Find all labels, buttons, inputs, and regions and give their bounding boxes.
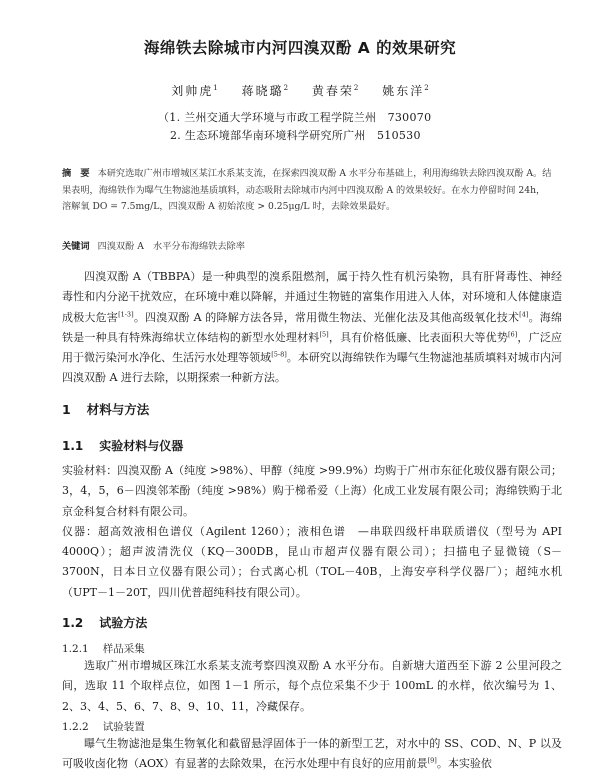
affiliation-1: （1. 兰州交通大学环境与市政工程学院兰州 730070 xyxy=(158,111,432,124)
introduction xyxy=(62,267,562,389)
subsection-heading: 1.2 试验方法 xyxy=(62,616,148,630)
device-paragraph: 曝气生物滤池是集生物氧化和截留悬浮固体于一体的新型工艺，对水中的 SS、COD、N、P 以及可吸收卤化物（AOX）有显著的去除效果，在污水处理中有良好的应用前景[9]。本实验依 xyxy=(62,737,562,771)
author-line xyxy=(0,82,600,99)
author: 蒋晓璐$^2$ xyxy=(241,84,289,98)
materials-paragraph: 实验材料：四溴双酚 A（纯度 >98%）、甲醇（纯度 >99.9%）均购于广州市东征化玻仪器有限公司；3，4，5，6－四溴邻苯酚（纯度 >98%）购于梯希爱（上海）化成工业发展有限公司；海绵铁购于北京金科复合材料有限公司。 xyxy=(62,464,562,518)
abstract xyxy=(62,166,552,216)
keywords xyxy=(62,239,552,255)
affiliation-2: 2. 生态环境部华南环境科学研究所广州 510530 xyxy=(170,129,421,142)
citation: [9] xyxy=(427,756,437,765)
intro-paragraph: 四溴双酚 A（TBBPA）是一种典型的溴系阻燃剂，属于持久性有机污染物，具有肝肾毒性、神经毒性和内分泌干扰效应，在环境中难以降解，并通过生物链的富集作用进入人体，对环境和人体健康造成极大危害[1-3]。四溴双酚 A 的降解方法各异，常用微生物法、光催化法及其他高级氧化技术[4]。海绵铁是一种具有特殊海绵状立体结构的新型水处理材料[5]，具有价格低廉、比表面积大等优势[6]，广泛应用于微污染河水净化、生活污水处理等领域[5-8]。本研究以海绵铁作为曝气生物滤池基质填料对城市内河四溴双酚 A 进行去除，以期探索一种新方法。 xyxy=(62,270,563,385)
citation: [5] xyxy=(319,330,329,339)
abstract-text: 本研究选取广州市增城区某江水系某支流，在探索四溴双酚 A 水平分布基础上，利用海绵铁去除四溴双酚 A。结果表明，海绵铁作为曝气生物滤池基质填料，动态吸附去除城市内河中四溴双酚 A 的效果较好。在水力停留时间 24h，溶解氧 DO = 7.5mg/L，四溴双酚 A 初始浓度 > 0.25μg/L 时，去除效果最好。 xyxy=(62,168,552,212)
keywords-text: 四溴双酚 A 水平分布海绵铁去除率 xyxy=(97,241,245,252)
abstract-label: 摘 要 xyxy=(62,168,90,179)
citation: [5-8] xyxy=(271,350,287,359)
sampling-paragraph: 选取广州市增城区珠江水系某支流考察四溴双酚 A 水平分布。自新塘大道西至下游 2 公里河段之间，选取 11 个取样点位，如图 1－1 所示，每个点位采集不少于 100mL 的水样，依次编号为 1、2、3、4、5、6、7、8、9、10、11，冷藏保存。 xyxy=(62,659,562,713)
citation: [6] xyxy=(508,330,518,339)
subsubsection-heading: 1.2.1 样品采集 xyxy=(62,643,145,655)
author: 黄春荣$^2$ xyxy=(311,84,359,98)
citation: [1-3] xyxy=(118,309,134,318)
paper-title: 海绵铁去除城市内河四溴双酚 A 的效果研究 xyxy=(143,39,457,57)
author: 姚东洋$^2$ xyxy=(382,84,429,98)
instruments-paragraph: 仪器：超高效液相色谱仪（Agilent 1260）；液相色谱 —串联四级杆串联质谱仪（型号为 API 4000Q）；超声波清洗仪（KQ－300DB，昆山市超声仪器有限公司）；扫描电子显微镜（S－3700N，日本日立仪器有限公司）；台式离心机（TOL－40B，上海安亭科学仪器厂）；超纯水机（UPT－1－20T，四川优普超纯科技有限公司）。 xyxy=(62,524,562,599)
section-heading: 1 材料与方法 xyxy=(62,402,150,417)
materials-block xyxy=(62,461,562,603)
citation: [4] xyxy=(519,309,529,318)
subsection-heading: 1.1 实验材料与仪器 xyxy=(62,439,184,453)
author: 刘帅虎$^1$ xyxy=(171,84,218,98)
sampling-block xyxy=(62,656,562,717)
subsubsection-heading: 1.2.2 试验装置 xyxy=(62,721,145,733)
keywords-label: 关键词 xyxy=(62,241,90,252)
